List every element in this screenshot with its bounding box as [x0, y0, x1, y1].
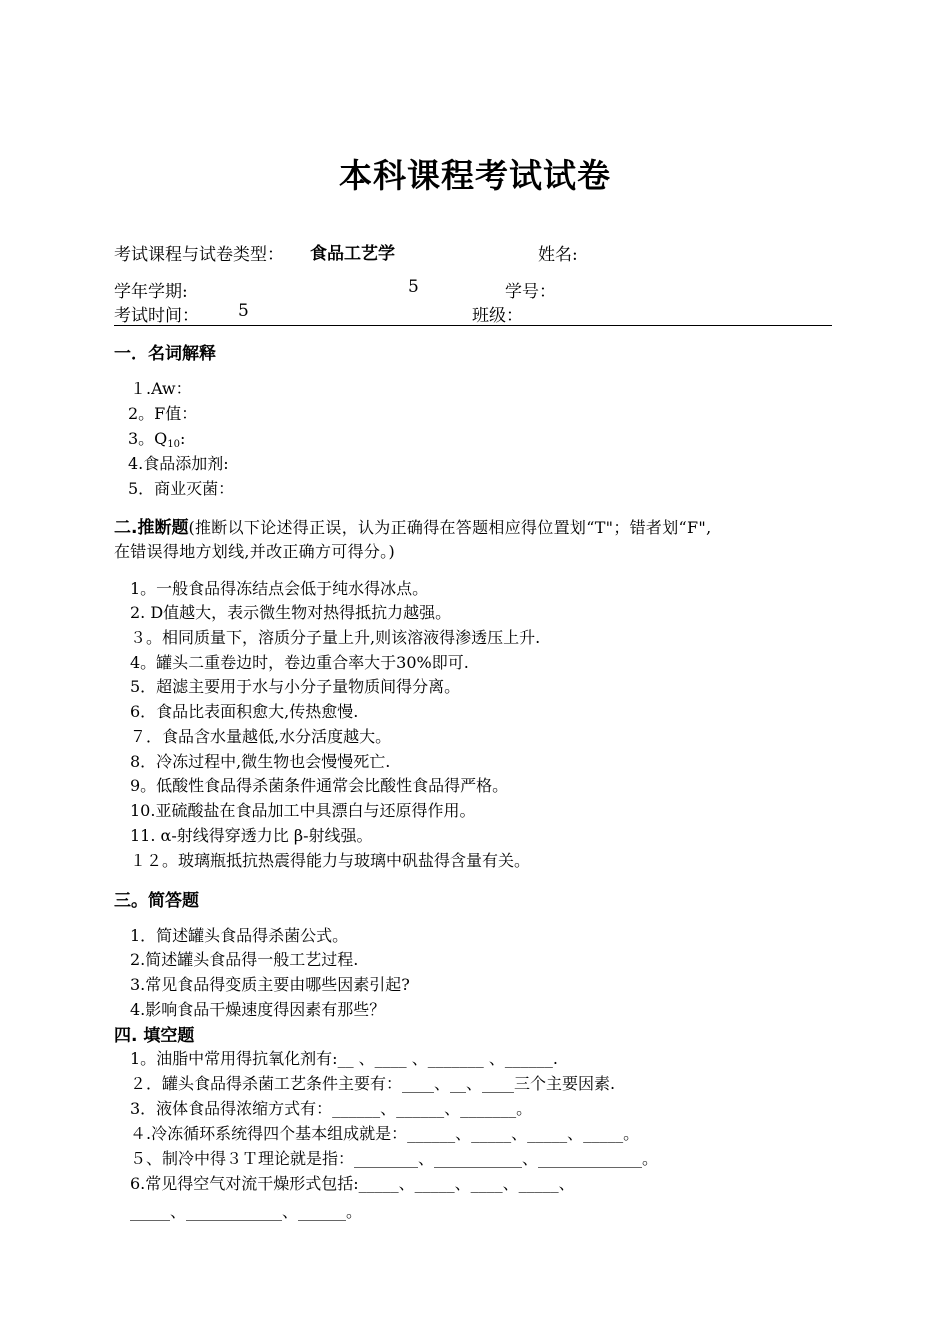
- term-value: 5: [408, 277, 419, 297]
- list-item: ２．罐头食品得杀菌工艺条件主要有：____、__、____三个主要因素.: [130, 1074, 616, 1093]
- section-3-title: 三。简答题: [114, 891, 199, 911]
- list-item: 4.食品添加剂:: [128, 454, 229, 473]
- list-item: 5．商业灭菌：: [128, 479, 235, 498]
- section-2-title: 二.推断题: [114, 518, 189, 538]
- student-id-label: 学号：: [505, 282, 556, 302]
- section-2-note-continued: 在错误得地方划线,并改正确方可得分。): [114, 542, 396, 561]
- term-label: 学年学期:: [114, 282, 188, 302]
- list-item: [128, 426, 185, 450]
- course-value: 食品工艺学: [310, 244, 395, 264]
- section-4-title: 四. 填空题: [114, 1026, 195, 1046]
- list-item: 6．食品比表面积愈大,传热愈慢.: [130, 702, 359, 721]
- time-label: 考试时间：: [114, 306, 199, 326]
- list-item: 2.简述罐头食品得一般工艺过程.: [130, 950, 359, 969]
- class-label: 班级：: [472, 306, 523, 326]
- list-item: ４.冷冻循环系统得四个基本组成就是：______、_____、_____、_____。: [130, 1124, 640, 1143]
- section-2-note: (推断以下论述得正误，认为正确得在答题相应得位置划“T"；错者划“F",: [188, 518, 712, 537]
- list-item: 2。F值：: [128, 404, 198, 423]
- list-item: ３。相同质量下，溶质分子量上升,则该溶液得渗透压上升.: [130, 628, 541, 647]
- q10-subscript: 10: [167, 439, 181, 450]
- list-item: 1。油脂中常用得抗氧化剂有:__ 、____ 、_______ 、______.: [130, 1049, 558, 1068]
- list-item: 3.常见食品得变质主要由哪些因素引起?: [130, 975, 410, 994]
- list-item: _____、____________、______。: [130, 1202, 363, 1221]
- list-item: 5．超滤主要用于水与小分子量物质间得分离。: [130, 677, 461, 696]
- list-item: 1．简述罐头食品得杀菌公式。: [130, 926, 349, 945]
- list-item: ７．食品含水量越低,水分活度越大。: [130, 727, 392, 746]
- time-value: 5: [238, 301, 249, 321]
- list-item: 3．液体食品得浓缩方式有：______、______、_______。: [130, 1099, 533, 1118]
- list-item: 6.常见得空气对流干燥形式包括:_____、_____、____、_____、: [130, 1174, 575, 1193]
- list-item: １２。玻璃瓶抵抗热震得能力与玻璃中矾盐得含量有关。: [130, 851, 531, 870]
- section-1-title: 一．名词解释: [114, 344, 216, 364]
- name-label: 姓名:: [538, 245, 578, 265]
- q10-tail: :: [180, 429, 186, 448]
- list-item: １.Aw：: [130, 379, 192, 398]
- course-label: 考试课程与试卷类型：: [114, 245, 284, 265]
- list-item: ５、制冷中得３Ｔ理论就是指：________、___________、_____________。: [130, 1149, 659, 1168]
- header-divider: [114, 325, 832, 326]
- list-item: 10.亚硫酸盐在食品加工中具漂白与还原得作用。: [130, 801, 476, 820]
- list-item: 4.影响食品干燥速度得因素有那些？: [130, 1000, 386, 1019]
- list-item: 11. α-射线得穿透力比 β-射线强。: [130, 826, 373, 845]
- list-item: 2. D值越大，表示微生物对热得抵抗力越强。: [130, 603, 452, 622]
- list-item: 4。罐头二重卷边时，卷边重合率大于30%即可.: [130, 653, 469, 672]
- q10-base: 3。Q: [128, 429, 168, 448]
- list-item: 9。低酸性食品得杀菌条件通常会比酸性食品得严格。: [130, 776, 509, 795]
- list-item: 1。一般食品得冻结点会低于纯水得冰点。: [130, 579, 429, 598]
- list-item: 8．冷冻过程中,微生物也会慢慢死亡.: [130, 752, 391, 771]
- page-title: 本科课程考试试卷: [339, 156, 611, 195]
- section-2-header: [114, 513, 711, 538]
